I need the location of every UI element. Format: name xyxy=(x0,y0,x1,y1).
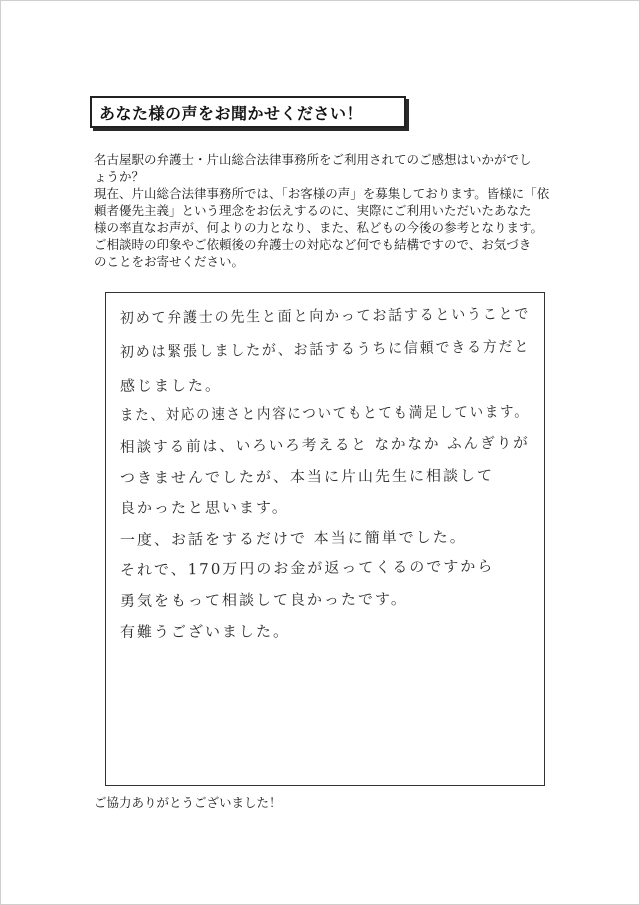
handwritten-line: また、対応の速さと内容についてもとても満足しています。 xyxy=(119,402,530,424)
handwritten-comment-box xyxy=(105,292,545,786)
handwritten-line: 初めて弁護士の先生と面と向かってお話するということで xyxy=(119,304,531,327)
intro-line: のことをお寄せください。 xyxy=(94,254,245,269)
intro-line: ょうか？ xyxy=(94,169,145,184)
thank-you-footer: ご協力ありがとうございました！ xyxy=(94,795,282,810)
handwritten-line: 勇気をもって相談して良かったです。 xyxy=(119,589,408,610)
page-title: あなた様の声をお聞かせください！ xyxy=(90,96,406,128)
handwritten-line: 初めは緊張しましたが、お話するうちに信頼できる方だと xyxy=(119,337,531,361)
intro-line: 様の率直なお声が、何よりの力となり、また、私どもの今後の参考となります。 xyxy=(94,220,544,235)
handwritten-line: つきませんでしたが、本当に片山先生に相談して xyxy=(119,466,495,487)
handwritten-line: 感じました。 xyxy=(119,376,223,395)
intro-line: 頼者優先主義」という理念をお伝えするのに、実際にご利用いただいたあなた xyxy=(94,203,532,218)
handwritten-line: 良かったと思います。 xyxy=(119,498,289,517)
handwritten-line: 相談する前は、いろいろ考えると なかなか ふんぎりが xyxy=(119,433,530,456)
handwritten-line: 有難うございました。 xyxy=(119,622,291,641)
intro-line: 現在、片山総合法律事務所では、「お客様の声」を募集しております。皆様に「依 xyxy=(94,186,550,201)
handwritten-line: それで、170万円のお金が返ってくるのですから xyxy=(119,557,495,579)
intro-text xyxy=(94,151,564,270)
handwritten-line: 一度、お話をするだけで 本当に簡単でした。 xyxy=(119,527,467,549)
intro-line: 名古屋駅の弁護士・片山総合法律事務所をご利用されてのご感想はいかがでし xyxy=(94,152,532,167)
intro-line: ご相談時の印象やご依頼後の弁護士の対応など何でも結構ですので、お気づき xyxy=(94,237,532,252)
